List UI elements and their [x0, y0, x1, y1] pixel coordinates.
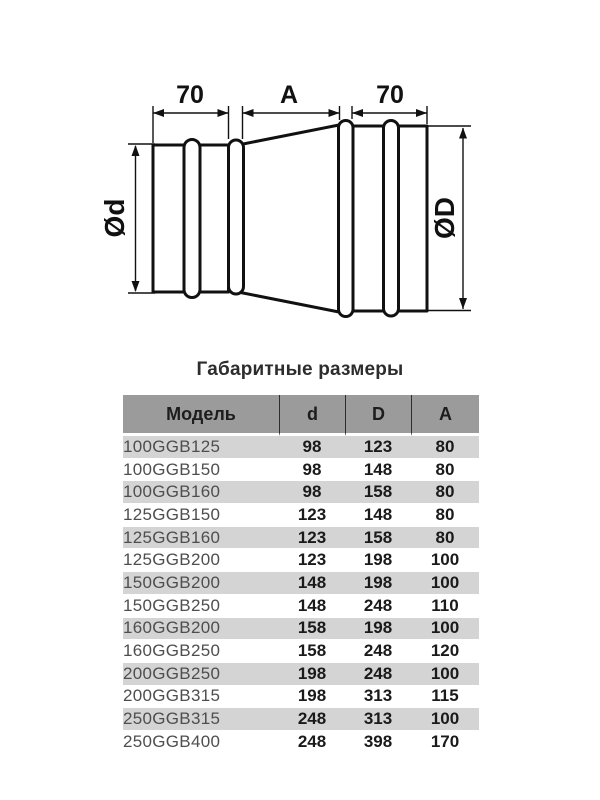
model-cell: 250GGB315 [123, 708, 279, 731]
model-cell: 160GGB250 [123, 640, 279, 663]
d-value-cell: 123 [279, 549, 345, 572]
dimension-large-diameter [427, 126, 471, 311]
table-row [123, 640, 479, 663]
A-value-cell: 100 [411, 572, 479, 595]
dim-label-large-dia: ØD [429, 197, 460, 239]
A-value-cell: 80 [411, 459, 479, 482]
table-row [123, 459, 479, 482]
dimensions-table [123, 395, 479, 754]
table-row [123, 481, 479, 504]
small-pipe-bead [184, 140, 200, 298]
D-value-cell: 248 [345, 595, 411, 618]
A-value-cell: 80 [411, 527, 479, 550]
A-value-cell: 100 [411, 618, 479, 641]
model-cell: 125GGB160 [123, 527, 279, 550]
dimension-small-diameter [99, 144, 155, 293]
A-value-cell: 115 [411, 686, 479, 709]
table-row [123, 595, 479, 618]
model-cell: 150GGB250 [123, 595, 279, 618]
table-row [123, 618, 479, 641]
D-value-cell: 123 [345, 436, 411, 459]
model-cell: 160GGB200 [123, 618, 279, 641]
A-value-cell: 80 [411, 481, 479, 504]
D-value-cell: 248 [345, 663, 411, 686]
d-value-cell: 248 [279, 708, 345, 731]
d-value-cell: 148 [279, 572, 345, 595]
D-value-cell: 313 [345, 686, 411, 709]
reducer-body [153, 121, 427, 317]
d-value-cell: 98 [279, 436, 345, 459]
dim-label-small-dia: Ød [99, 198, 130, 238]
header-d: d [279, 395, 345, 436]
model-cell: 200GGB315 [123, 686, 279, 709]
A-value-cell: 80 [411, 504, 479, 527]
table-body [123, 436, 479, 754]
header-D: D [345, 395, 411, 436]
D-value-cell: 313 [345, 708, 411, 731]
dimension-right-length [352, 81, 427, 124]
d-value-cell: 98 [279, 481, 345, 504]
D-value-cell: 198 [345, 572, 411, 595]
d-value-cell: 148 [279, 595, 345, 618]
cone-end-bead [339, 121, 354, 317]
dim-label-right-70: 70 [376, 81, 404, 109]
A-value-cell: 100 [411, 549, 479, 572]
D-value-cell: 158 [345, 481, 411, 504]
D-value-cell: 248 [345, 640, 411, 663]
table-row [123, 572, 479, 595]
d-value-cell: 158 [279, 640, 345, 663]
table-row [123, 504, 479, 527]
table-row [123, 549, 479, 572]
D-value-cell: 148 [345, 504, 411, 527]
d-value-cell: 123 [279, 527, 345, 550]
model-cell: 100GGB150 [123, 459, 279, 482]
model-cell: 125GGB150 [123, 504, 279, 527]
d-value-cell: 98 [279, 459, 345, 482]
table-row [123, 527, 479, 550]
dimension-left-length [153, 81, 229, 143]
table-row [123, 663, 479, 686]
junction-bead [229, 140, 244, 294]
A-value-cell: 80 [411, 436, 479, 459]
d-value-cell: 198 [279, 686, 345, 709]
dim-label-a: A [279, 81, 299, 109]
cone-section [238, 125, 339, 312]
D-value-cell: 198 [345, 618, 411, 641]
A-value-cell: 110 [411, 595, 479, 618]
header-model: Модель [123, 395, 279, 436]
D-value-cell: 158 [345, 527, 411, 550]
model-cell: 125GGB200 [123, 549, 279, 572]
A-value-cell: 100 [411, 708, 479, 731]
table-title: Габаритные размеры [196, 359, 404, 380]
large-pipe-bead [384, 121, 399, 317]
d-value-cell: 123 [279, 504, 345, 527]
model-cell: 250GGB400 [123, 731, 279, 754]
D-value-cell: 148 [345, 459, 411, 482]
table-row [123, 731, 479, 754]
model-cell: 200GGB250 [123, 663, 279, 686]
table-row [123, 436, 479, 459]
A-value-cell: 120 [411, 640, 479, 663]
d-value-cell: 248 [279, 731, 345, 754]
d-value-cell: 198 [279, 663, 345, 686]
model-cell: 100GGB125 [123, 436, 279, 459]
D-value-cell: 398 [345, 731, 411, 754]
reducer-dimension-drawing [0, 0, 600, 352]
dim-label-left-70: 70 [176, 81, 204, 109]
table-row [123, 686, 479, 709]
model-cell: 100GGB160 [123, 481, 279, 504]
model-cell: 150GGB200 [123, 572, 279, 595]
header-A: A [411, 395, 479, 436]
d-value-cell: 158 [279, 618, 345, 641]
table-row [123, 708, 479, 731]
A-value-cell: 170 [411, 731, 479, 754]
D-value-cell: 198 [345, 549, 411, 572]
A-value-cell: 100 [411, 663, 479, 686]
table-header-row [123, 395, 479, 436]
